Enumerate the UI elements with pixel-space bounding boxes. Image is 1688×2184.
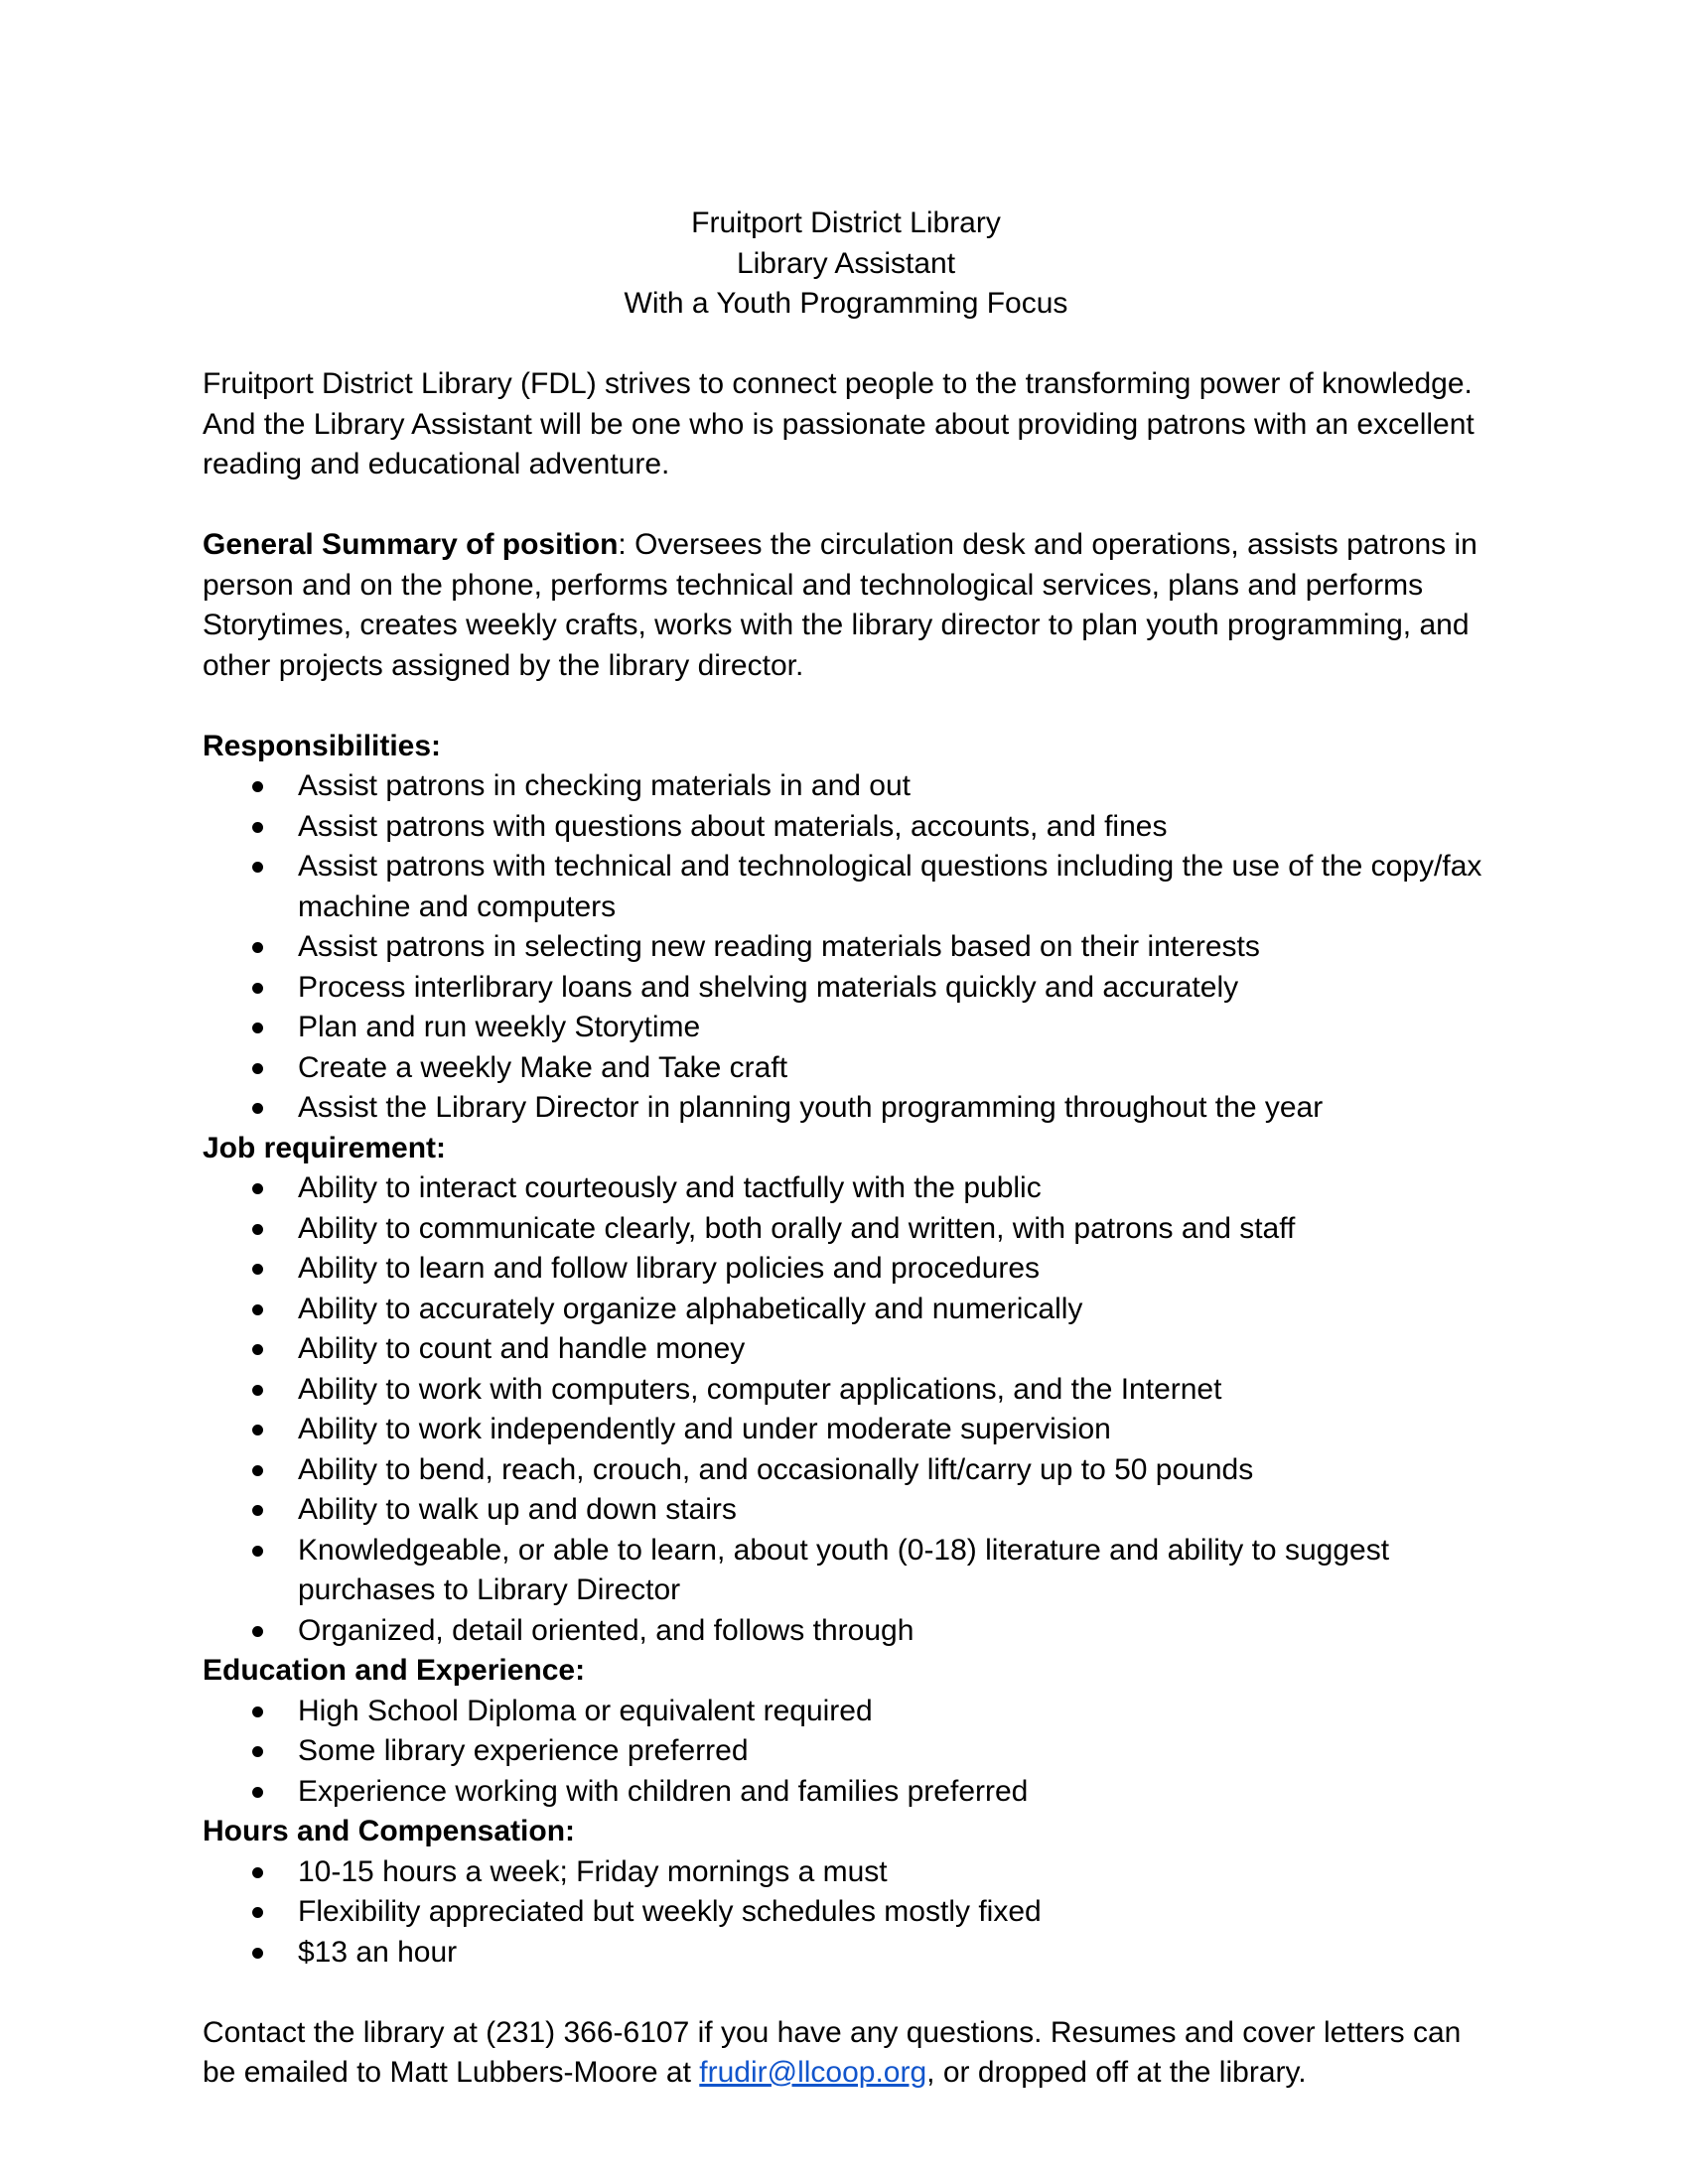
list-item: Knowledgeable, or able to learn, about youth (0-18) literature and ability to suggest purchases to Library Director [298,1531,1489,1611]
bullet-list [203,1852,1489,1974]
list-item: Ability to learn and follow library policies and procedures [298,1249,1489,1290]
list-item: Ability to walk up and down stairs [298,1490,1489,1531]
title-line-1: Fruitport District Library [691,206,1001,239]
title-line-2: Library Assistant [736,246,956,280]
sections-container [203,727,1489,1974]
list-item: Ability to work with computers, computer applications, and the Internet [298,1370,1489,1411]
list-item: Ability to interact courteously and tactfully with the public [298,1168,1489,1209]
general-summary-text: : Oversees the circulation desk and operations, assists patrons in person and on the phone, performs technical and technological services, plans and performs Storytimes, creates weekly crafts, works with the library director to plan youth programming, and other projects assigned by the library director. [203,528,1477,682]
contact-text-after: , or dropped off at the library. [926,2056,1307,2089]
list-item: Process interlibrary loans and shelving materials quickly and accurately [298,968,1489,1009]
email-link[interactable]: frudir@llcoop.org [699,2056,927,2089]
list-item: Ability to bend, reach, crouch, and occasionally lift/carry up to 50 pounds [298,1450,1489,1491]
list-item: Ability to accurately organize alphabetically and numerically [298,1290,1489,1330]
section-heading: Responsibilities: [203,729,442,762]
list-item: Assist patrons in selecting new reading materials based on their interests [298,927,1489,968]
list-item: Assist patrons with technical and technological questions including the use of the copy/fax machine and computers [298,847,1489,927]
general-summary-label: General Summary of position [203,528,619,561]
contact-text-before: Contact the library at (231) 366-6107 if you have any questions. Resumes and cover letters can be emailed to Matt Lubbers-Moore at [203,2015,1462,2089]
list-item: High School Diploma or equivalent required [298,1692,1489,1732]
bullet-list [203,1692,1489,1813]
list-item: Ability to work independently and under moderate supervision [298,1410,1489,1450]
section-heading: Hours and Compensation: [203,1815,576,1847]
list-item: 10-15 hours a week; Friday mornings a must [298,1852,1489,1893]
section-heading: Education and Experience: [203,1654,586,1687]
list-item: Some library experience preferred [298,1731,1489,1772]
list-item: Assist patrons in checking materials in and out [298,766,1489,807]
general-summary-paragraph [203,525,1489,686]
list-item: Organized, detail oriented, and follows through [298,1611,1489,1652]
list-item: Create a weekly Make and Take craft [298,1048,1489,1089]
bullet-list [203,1168,1489,1651]
list-item: Assist the Library Director in planning youth programming throughout the year [298,1088,1489,1129]
intro-paragraph: Fruitport District Library (FDL) strives to connect people to the transforming power of knowledge. And the Library Assistant will be one who is passionate about providing patrons with an excellent reading and educational adventure. [203,367,1475,480]
document-title [203,204,1489,325]
list-item: $13 an hour [298,1933,1489,1974]
list-item: Plan and run weekly Storytime [298,1008,1489,1048]
bullet-list [203,766,1489,1129]
contact-paragraph [203,2013,1489,2094]
list-item: Flexibility appreciated but weekly schedules mostly fixed [298,1892,1489,1933]
list-item: Assist patrons with questions about materials, accounts, and fines [298,807,1489,848]
list-item: Ability to communicate clearly, both orally and written, with patrons and staff [298,1209,1489,1250]
list-item: Ability to count and handle money [298,1329,1489,1370]
section-heading: Job requirement: [203,1131,447,1164]
title-line-3: With a Youth Programming Focus [624,287,1068,320]
list-item: Experience working with children and families preferred [298,1772,1489,1813]
